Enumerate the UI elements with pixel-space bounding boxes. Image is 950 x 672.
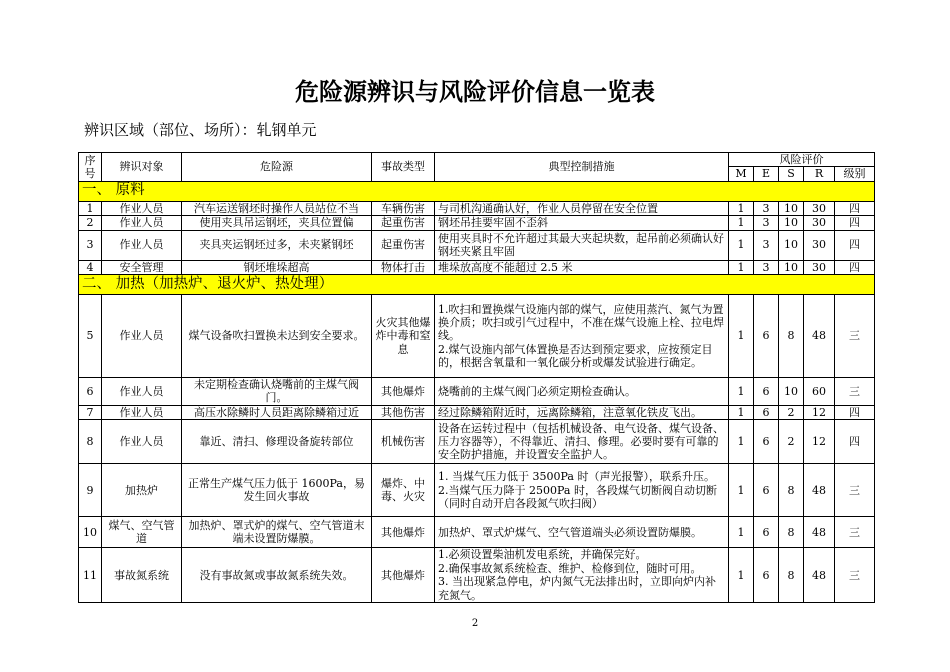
control-measure: 1.必须设置柴油机发电系统，并确保完好。 2.确保事故氮系统检查、维护、检修到位，随时可用。 3. 当出现紧急停电，炉内氮气无法排出时，立即向炉内补充氮气。 — [435, 548, 729, 603]
risk-s: 10 — [779, 216, 804, 230]
accident-type: 起重伤害 — [372, 216, 435, 230]
hazard-table — [78, 152, 875, 603]
header-m: M — [729, 167, 754, 181]
control-measure: 设备在运转过程中（包括机械设备、电气设备、煤气设备、压力容器等），不得靠近、清扫、修理。必要时要有可靠的安全防护措施，并设置安全监护人。 — [435, 420, 729, 464]
risk-m: 1 — [729, 378, 754, 406]
table-row — [79, 464, 875, 517]
header-control: 典型控制措施 — [435, 153, 729, 182]
row-number: 2 — [79, 216, 102, 230]
risk-e: 6 — [754, 517, 779, 548]
risk-m: 1 — [729, 405, 754, 419]
risk-e: 6 — [754, 295, 779, 378]
header-level: 级别 — [835, 167, 875, 181]
control-measure: 钢坯吊挂要牢固不歪斜 — [435, 216, 729, 230]
hazard-source: 未定期检查确认烧嘴前的主煤气阀门。 — [182, 378, 372, 406]
identification-object: 加热炉 — [102, 464, 182, 517]
risk-level: 三 — [835, 378, 875, 406]
risk-e: 3 — [754, 201, 779, 215]
identification-area: 辨识区域（部位、场所）：轧钢单元 — [84, 121, 317, 139]
risk-level: 四 — [835, 201, 875, 215]
risk-s: 8 — [779, 517, 804, 548]
accident-type: 其他爆炸 — [372, 517, 435, 548]
control-measure: 使用夹具时不允许超过其最大夹起块数，起吊前必须确认好钢坯夹紧且牢固 — [435, 230, 729, 260]
risk-level: 三 — [835, 464, 875, 517]
hazard-source: 高压水除鳞时人员距离除鳞箱过近 — [182, 405, 372, 419]
row-number: 3 — [79, 230, 102, 260]
hazard-source: 钢坯堆垛超高 — [182, 260, 372, 274]
control-measure: 堆垛放高度不能超过 2.5 米 — [435, 260, 729, 274]
hazard-source: 汽车运送钢坯时操作人员站位不当 — [182, 201, 372, 215]
accident-type: 机械伤害 — [372, 420, 435, 464]
risk-m: 1 — [729, 295, 754, 378]
risk-e: 6 — [754, 548, 779, 603]
risk-m: 1 — [729, 230, 754, 260]
table-row — [79, 405, 875, 419]
control-measure: 1. 当煤气压力低于 3500Pa 时（声光报警），联系升压。 2.当煤气压力降于 2500Pa 时，各段煤气切断阀自动切断（同时自动开启各段氮气吹扫阀） — [435, 464, 729, 517]
row-number: 5 — [79, 295, 102, 378]
header-risk: 风险评价 — [729, 153, 875, 167]
risk-e: 3 — [754, 216, 779, 230]
risk-e: 6 — [754, 464, 779, 517]
accident-type: 物体打击 — [372, 260, 435, 274]
risk-m: 1 — [729, 260, 754, 274]
risk-r: 12 — [804, 405, 835, 419]
table-row — [79, 420, 875, 464]
table-row — [79, 201, 875, 215]
row-number: 4 — [79, 260, 102, 274]
accident-type: 其他爆炸 — [372, 548, 435, 603]
header-accident: 事故类型 — [372, 153, 435, 182]
accident-type: 爆炸、中毒、火灾 — [372, 464, 435, 517]
page-number: 2 — [471, 618, 479, 629]
header-object: 辨识对象 — [102, 153, 182, 182]
identification-object: 作业人员 — [102, 216, 182, 230]
risk-level: 四 — [835, 230, 875, 260]
row-number: 1 — [79, 201, 102, 215]
identification-object: 煤气、空气管道 — [102, 517, 182, 548]
row-number: 10 — [79, 517, 102, 548]
identification-object: 作业人员 — [102, 295, 182, 378]
accident-type: 起重伤害 — [372, 230, 435, 260]
risk-s: 2 — [779, 405, 804, 419]
risk-s: 10 — [779, 201, 804, 215]
control-measure: 经过除鳞箱附近时，远离除鳞箱，注意氧化铁皮飞出。 — [435, 405, 729, 419]
identification-object: 作业人员 — [102, 420, 182, 464]
row-number: 7 — [79, 405, 102, 419]
risk-m: 1 — [729, 548, 754, 603]
hazard-source: 煤气设备吹扫置换未达到安全要求。 — [182, 295, 372, 378]
table-row — [79, 295, 875, 378]
risk-m: 1 — [729, 517, 754, 548]
risk-s: 2 — [779, 420, 804, 464]
hazard-source: 没有事故氮或事故氮系统失效。 — [182, 548, 372, 603]
header-s: S — [779, 167, 804, 181]
control-measure: 烧嘴前的主煤气阀门必须定期检查确认。 — [435, 378, 729, 406]
accident-type: 火灾其他爆炸中毒和窒息 — [372, 295, 435, 378]
risk-e: 6 — [754, 405, 779, 419]
risk-level: 三 — [835, 517, 875, 548]
risk-level: 三 — [835, 548, 875, 603]
header-r: R — [804, 167, 835, 181]
row-number: 6 — [79, 378, 102, 406]
table-row — [79, 230, 875, 260]
control-measure: 1.吹扫和置换煤气设施内部的煤气，应使用蒸汽、氮气为置换介质；吹扫或引气过程中，不准在煤气设施上栓、拉电焊线。 2.煤气设施内部气体置换是否达到预定要求，应按预定目的，根据含氧量和一氧化碳分析或爆发试验进行确定。 — [435, 295, 729, 378]
risk-level: 四 — [835, 216, 875, 230]
risk-s: 10 — [779, 378, 804, 406]
hazard-source: 使用夹具吊运钢坯，夹具位置偏 — [182, 216, 372, 230]
risk-s: 8 — [779, 464, 804, 517]
risk-level: 三 — [835, 295, 875, 378]
risk-e: 6 — [754, 378, 779, 406]
control-measure: 加热炉、罩式炉煤气、空气管道端头必须设置防爆膜。 — [435, 517, 729, 548]
identification-object: 作业人员 — [102, 230, 182, 260]
risk-e: 3 — [754, 260, 779, 274]
row-number: 8 — [79, 420, 102, 464]
risk-m: 1 — [729, 216, 754, 230]
risk-e: 3 — [754, 230, 779, 260]
accident-type: 车辆伤害 — [372, 201, 435, 215]
accident-type: 其他爆炸 — [372, 378, 435, 406]
hazard-source: 夹具夹运钢坯过多，未夹紧钢坯 — [182, 230, 372, 260]
section-header: 二、 加热（加热炉、退火炉、热处理） — [79, 275, 875, 295]
row-number: 9 — [79, 464, 102, 517]
header-hazard: 危险源 — [182, 153, 372, 182]
identification-object: 安全管理 — [102, 260, 182, 274]
risk-level: 四 — [835, 420, 875, 464]
risk-s: 8 — [779, 295, 804, 378]
control-measure: 与司机沟通确认好，作业人员停留在安全位置 — [435, 201, 729, 215]
risk-r: 30 — [804, 260, 835, 274]
row-number: 11 — [79, 548, 102, 603]
risk-m: 1 — [729, 464, 754, 517]
identification-object: 作业人员 — [102, 405, 182, 419]
risk-e: 6 — [754, 420, 779, 464]
risk-m: 1 — [729, 201, 754, 215]
identification-object: 事故氮系统 — [102, 548, 182, 603]
table-row — [79, 378, 875, 406]
section-header: 一、 原料 — [79, 181, 875, 201]
risk-s: 10 — [779, 260, 804, 274]
identification-object: 作业人员 — [102, 201, 182, 215]
risk-r: 30 — [804, 201, 835, 215]
risk-r: 48 — [804, 548, 835, 603]
risk-r: 48 — [804, 295, 835, 378]
table-row — [79, 548, 875, 603]
risk-r: 48 — [804, 464, 835, 517]
risk-s: 8 — [779, 548, 804, 603]
table-row — [79, 517, 875, 548]
identification-object: 作业人员 — [102, 378, 182, 406]
hazard-source: 靠近、清扫、修理设备旋转部位 — [182, 420, 372, 464]
risk-r: 48 — [804, 517, 835, 548]
risk-s: 10 — [779, 230, 804, 260]
page-title: 危险源辨识与风险评价信息一览表 — [295, 78, 655, 106]
table-row — [79, 260, 875, 274]
hazard-source: 正常生产煤气压力低于 1600Pa，易发生回火事故 — [182, 464, 372, 517]
accident-type: 其他伤害 — [372, 405, 435, 419]
risk-level: 四 — [835, 405, 875, 419]
header-seq: 序号 — [79, 153, 102, 182]
risk-r: 30 — [804, 216, 835, 230]
header-e: E — [754, 167, 779, 181]
table-row — [79, 216, 875, 230]
risk-r: 60 — [804, 378, 835, 406]
risk-r: 30 — [804, 230, 835, 260]
risk-level: 四 — [835, 260, 875, 274]
hazard-source: 加热炉、罩式炉的煤气、空气管道末端未设置防爆膜。 — [182, 517, 372, 548]
risk-m: 1 — [729, 420, 754, 464]
risk-r: 12 — [804, 420, 835, 464]
